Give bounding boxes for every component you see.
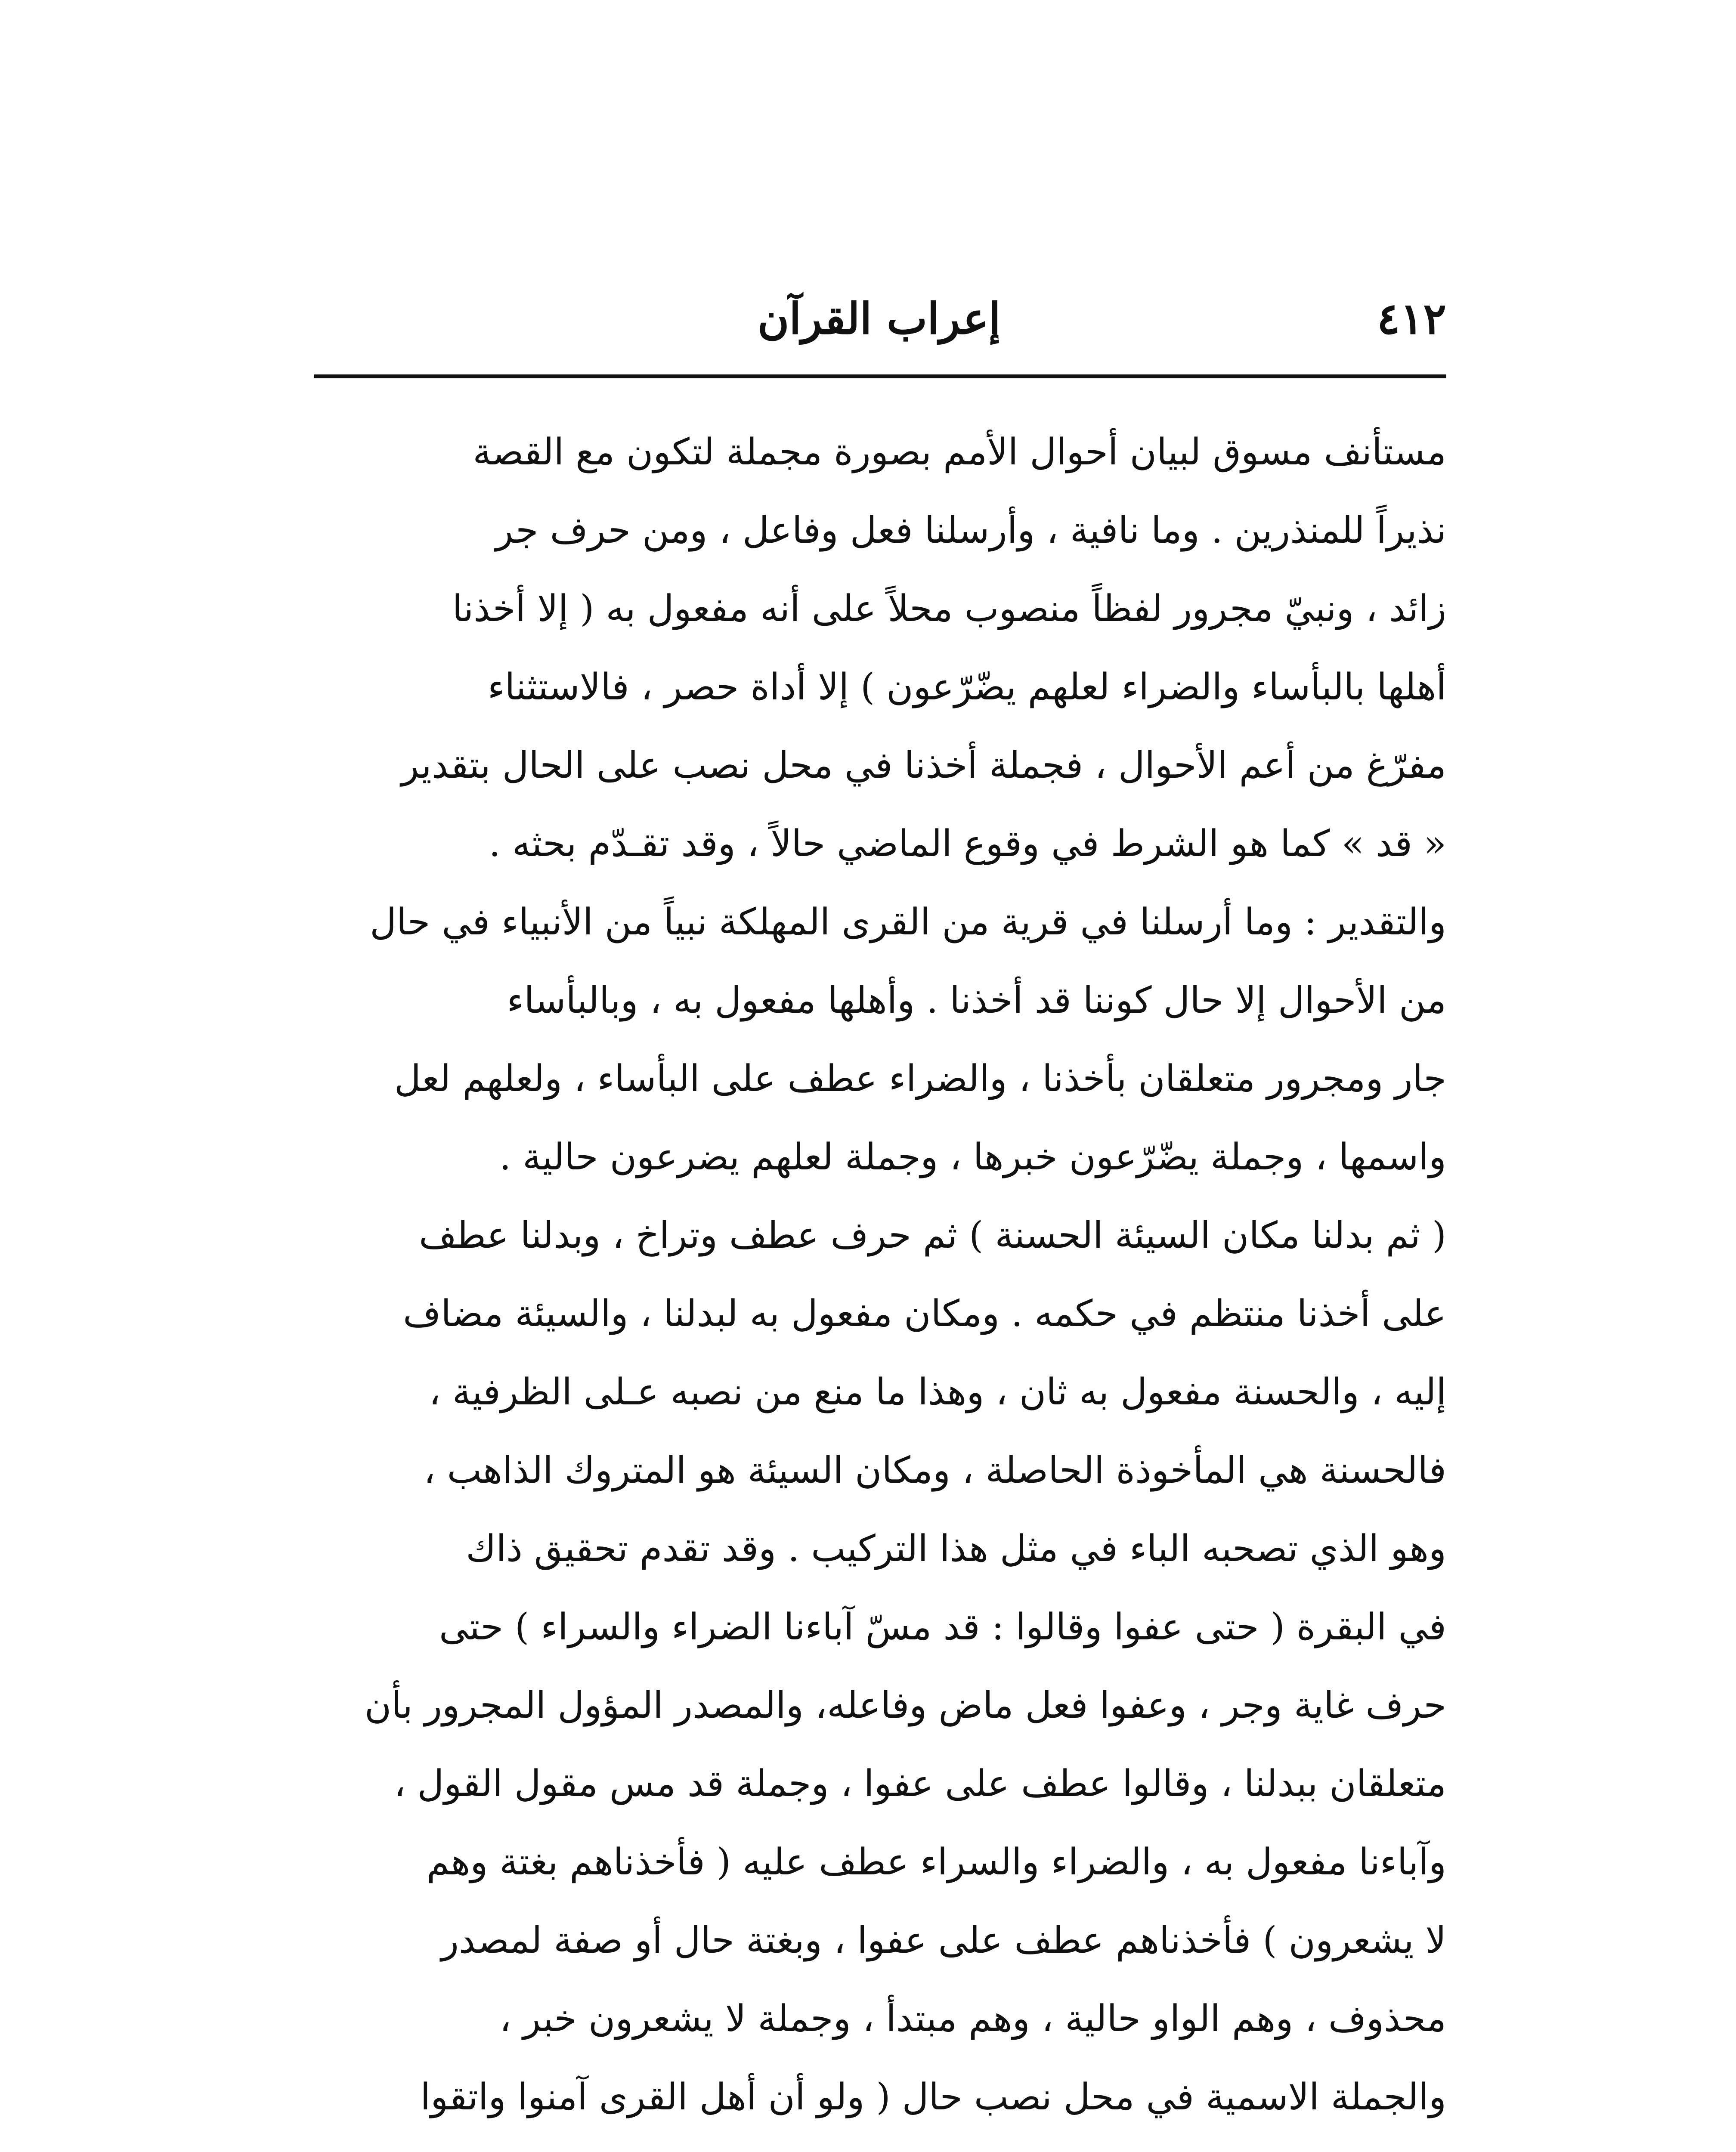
page-header — [293, 241, 1446, 370]
text-line: فالحسنة هي المأخوذة الحاصلة ، ومكان السيئة هو المتروك الذاهب ، — [424, 1449, 1446, 1492]
text-line: ( ثم بدلنا مكان السيئة الحسنة ) ثم حرف عطف وتراخ ، وبدلنا عطف — [419, 1214, 1446, 1257]
page-number: ٤١٢ — [1377, 293, 1446, 344]
text-line: مفرّغ من أعم الأحوال ، فجملة أخذنا في محل نصب على الحال بتقدير — [401, 744, 1446, 787]
text-line: زائد ، ونبيّ مجرور لفظاً منصوب محلاً على أنه مفعول به ( إلا أخذنا — [452, 587, 1446, 630]
text-line: نذيراً للمنذرين . وما نافية ، وأرسلنا فعل وفاعل ، ومن حرف جر — [495, 509, 1446, 552]
running-title: إعراب القرآن — [758, 293, 1001, 344]
text-line: جار ومجرور متعلقان بأخذنا ، والضراء عطف على البأساء ، ولعلهم لعل — [394, 1057, 1446, 1100]
text-line: من الأحوال إلا حال كوننا قد أخذنا . وأهلها مفعول به ، وبالبأساء — [507, 979, 1446, 1022]
text-line: على أخذنا منتظم في حكمه . ومكان مفعول به لبدلنا ، والسيئة مضاف — [403, 1292, 1446, 1335]
text-line: « قد » كما هو الشرط في وقوع الماضي حالاً ، وقد تقـدّم بحثه . — [489, 822, 1446, 865]
text-line: محذوف ، وهم الواو حالية ، وهم مبتدأ ، وجملة لا يشعرون خبر ، — [499, 1997, 1446, 2040]
text-line: في البقرة ( حتى عفوا وقالوا : قد مسّ آباءنا الضراء والسراء ) حتى — [439, 1606, 1446, 1648]
text-line: والتقدير : وما أرسلنا في قرية من القرى المهلكة نبياً من الأنبياء في حال — [370, 901, 1446, 943]
text-line: وهو الذي تصحبه الباء في مثل هذا التركيب . وقد تقدم تحقيق ذاك — [466, 1527, 1446, 1570]
text-line: واسمها ، وجملة يضّرّعون خبرها ، وجملة لعلهم يضرعون حالية . — [499, 1136, 1446, 1178]
text-line: مستأنف مسوق لبيان أحوال الأمم بصورة مجملة لتكون مع القصة — [473, 431, 1446, 473]
text-line: وآباءنا مفعول به ، والضراء والسراء عطف عليه ( فأخذناهم بغتة وهم — [426, 1841, 1446, 1883]
text-line: متعلقان ببدلنا ، وقالوا عطف على عفوا ، وجملة قد مس مقول القول ، — [394, 1762, 1446, 1805]
text-line: أهلها بالبأساء والضراء لعلهم يضّرّعون ) إلا أداة حصر ، فالاستثناء — [487, 666, 1446, 708]
body-text — [293, 413, 1446, 2152]
text-line: حرف غاية وجر ، وعفوا فعل ماض وفاعله، والمصدر المؤول المجرور بأن — [364, 1684, 1446, 1727]
text-line — [293, 2137, 1446, 2152]
text-line: لا يشعرون ) فأخذناهم عطف على عفوا ، وبغتة حال أو صفة لمصدر — [441, 1919, 1446, 1962]
text-line: إليه ، والحسنة مفعول به ثان ، وهذا ما منع من نصبه عـلى الظرفية ، — [429, 1371, 1446, 1413]
header-rule — [314, 374, 1446, 378]
text-line: والجملة الاسمية في محل نصب حال ( ولو أن أهل القرى آمنوا واتقوا — [420, 2076, 1446, 2118]
